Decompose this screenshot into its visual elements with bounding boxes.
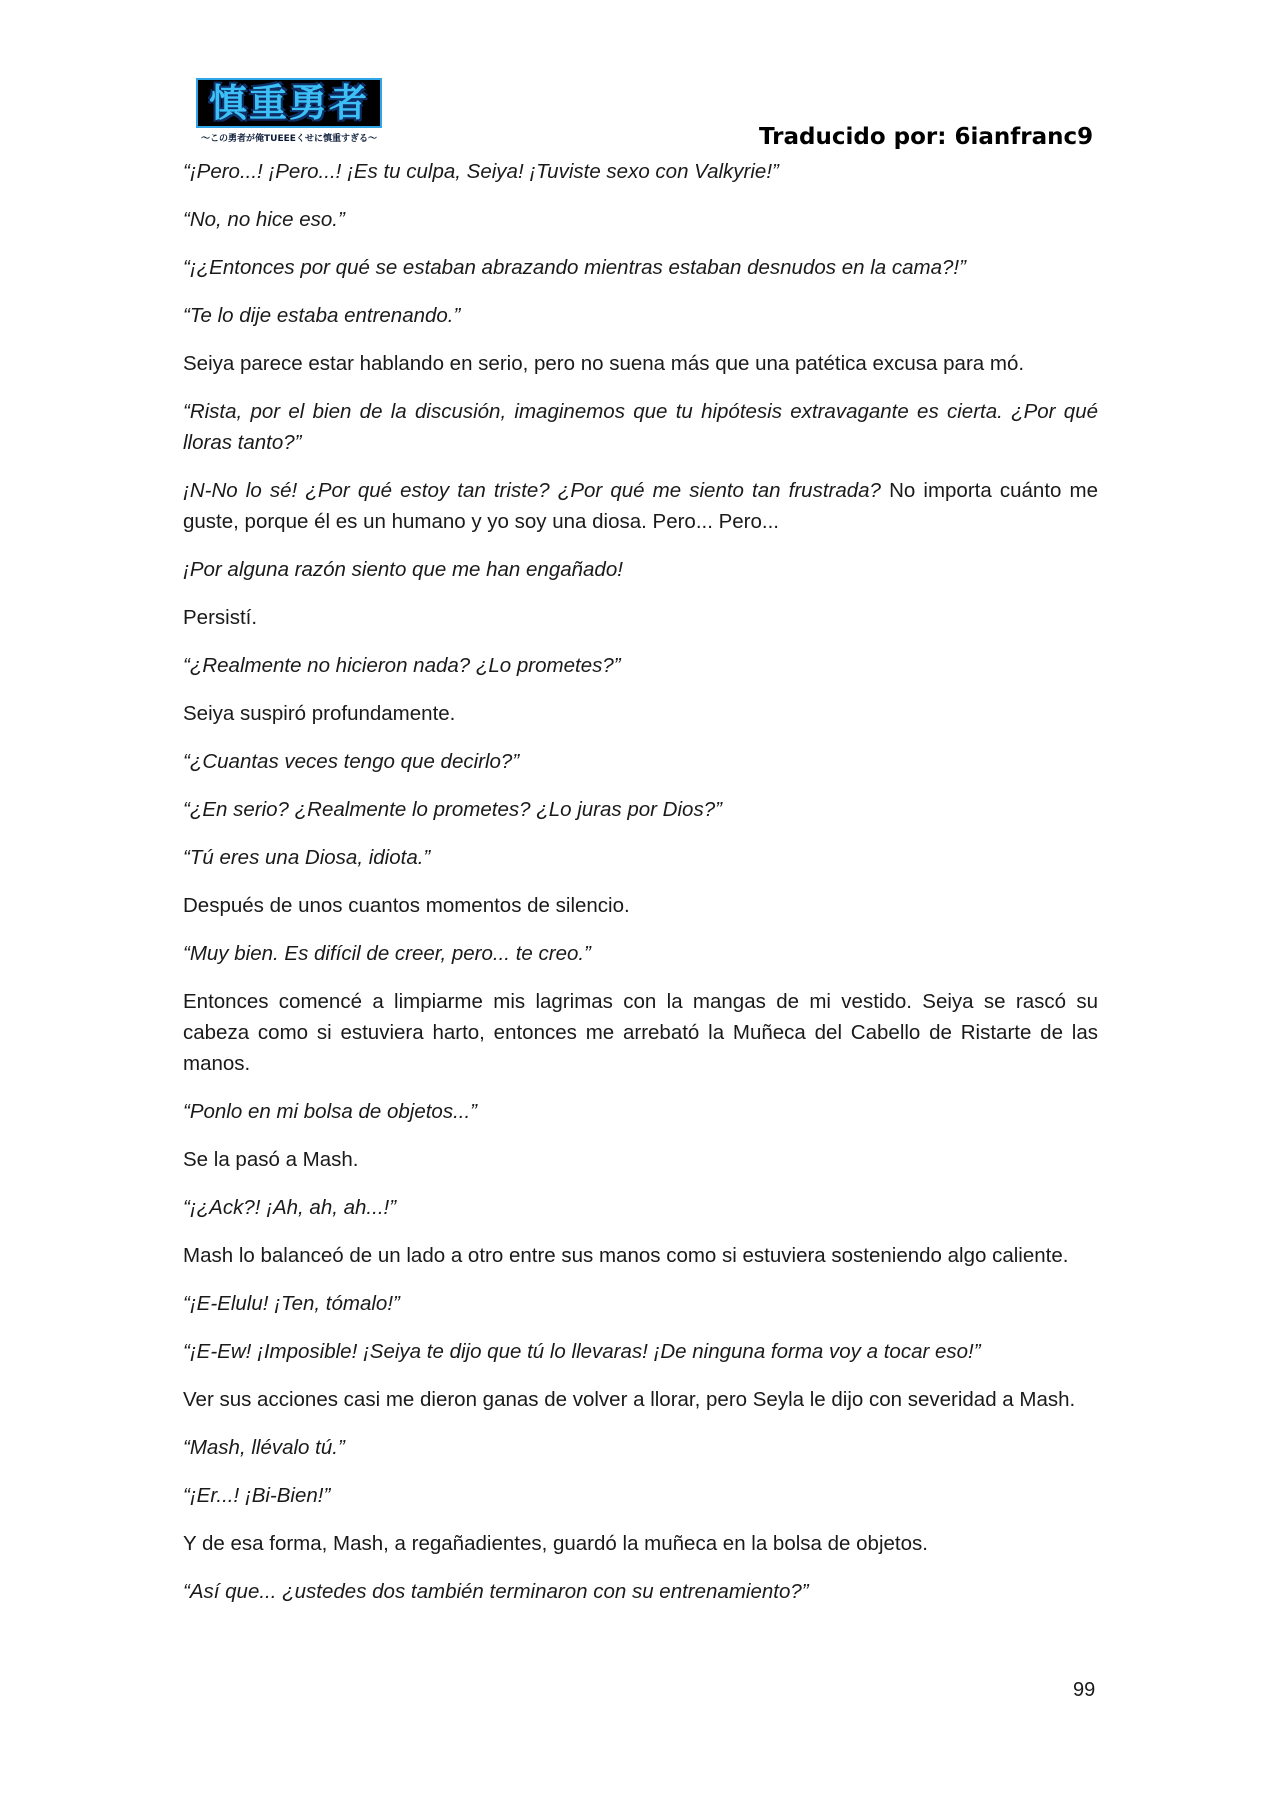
- paragraph: Seiya suspiró profundamente.: [183, 702, 456, 725]
- paragraph: “¡¿Entonces por qué se estaban abrazando mientras estaban desnudos en la cama?!”: [183, 256, 966, 279]
- paragraph: “¿Cuantas veces tengo que decirlo?”: [183, 750, 520, 773]
- paragraph-regular-part: No importa cuánto me guste, porque él es un humano y yo soy una diosa. Pero... Pero...: [183, 479, 1099, 533]
- page-number: 99: [1073, 1679, 1096, 1701]
- paragraph: Se la pasó a Mash.: [183, 1148, 359, 1171]
- body-text: [183, 156, 1098, 1624]
- paragraph: “Te lo dije estaba entrenando.”: [183, 304, 461, 327]
- paragraph: “¡E-Elulu! ¡Ten, tómalo!”: [183, 1292, 400, 1315]
- paragraph: “Muy bien. Es difícil de creer, pero... te creo.”: [183, 942, 591, 965]
- paragraph: “¡Pero...! ¡Pero...! ¡Es tu culpa, Seiya! ¡Tuviste sexo con Valkyrie!”: [183, 160, 779, 183]
- paragraph: Y de esa forma, Mash, a regañadientes, guardó la muñeca en la bolsa de objetos.: [183, 1532, 928, 1555]
- paragraph: Mash lo balanceó de un lado a otro entre sus manos como si estuviera sosteniendo algo caliente.: [183, 1244, 1069, 1267]
- logo-title: 慎重勇者: [208, 81, 369, 125]
- paragraph-mixed: [183, 475, 1098, 537]
- paragraph: “¡Er...! ¡Bi-Bien!”: [183, 1484, 331, 1507]
- paragraph: “¡¿Ack?! ¡Ah, ah, ah...!”: [183, 1196, 397, 1219]
- paragraph: “¿Realmente no hicieron nada? ¿Lo prometes?”: [183, 654, 621, 677]
- paragraph: “Tú eres una Diosa, idiota.”: [183, 846, 431, 869]
- paragraph: “No, no hice eso.”: [183, 208, 345, 231]
- series-logo: [196, 78, 382, 144]
- paragraph: Ver sus acciones casi me dieron ganas de volver a llorar, pero Seyla le dijo con severidad a Mash.: [183, 1388, 1076, 1411]
- logo-subtitle: 〜この勇者が俺TUEEEくせに慎重すぎる〜: [201, 133, 377, 144]
- paragraph: Seiya parece estar hablando en serio, pero no suena más que una patética excusa para mó.: [183, 352, 1025, 375]
- logo-banner: [196, 78, 382, 128]
- paragraph: Entonces comencé a limpiarme mis lagrimas con la mangas de mi vestido. Seiya se rascó su cabeza como si estuviera harto, entonces me arrebató la Muñeca del Cabello de Ristarte de las manos.: [183, 990, 1098, 1075]
- paragraph: “Así que... ¿ustedes dos también terminaron con su entrenamiento?”: [183, 1580, 809, 1603]
- paragraph: “Rista, por el bien de la discusión, imaginemos que tu hipótesis extravagante es cierta. ¿Por qué lloras tanto?”: [183, 400, 1098, 454]
- paragraph: Persistí.: [183, 606, 258, 629]
- paragraph: ¡Por alguna razón siento que me han engañado!: [183, 558, 623, 581]
- paragraph: “Mash, llévalo tú.”: [183, 1436, 345, 1459]
- paragraph: “¡E-Ew! ¡Imposible! ¡Seiya te dijo que tú lo llevaras! ¡De ninguna forma voy a tocar eso!”: [183, 1340, 981, 1363]
- paragraph: “Ponlo en mi bolsa de objetos...”: [183, 1100, 477, 1123]
- paragraph-italic-part: ¡N-No lo sé! ¿Por qué estoy tan triste? ¿Por qué me siento tan frustrada?: [183, 479, 881, 502]
- translator-credit: Traducido por: 6ianfranc9: [759, 124, 1094, 150]
- paragraph: “¿En serio? ¿Realmente lo prometes? ¿Lo juras por Dios?”: [183, 798, 722, 821]
- paragraph: Después de unos cuantos momentos de silencio.: [183, 894, 630, 917]
